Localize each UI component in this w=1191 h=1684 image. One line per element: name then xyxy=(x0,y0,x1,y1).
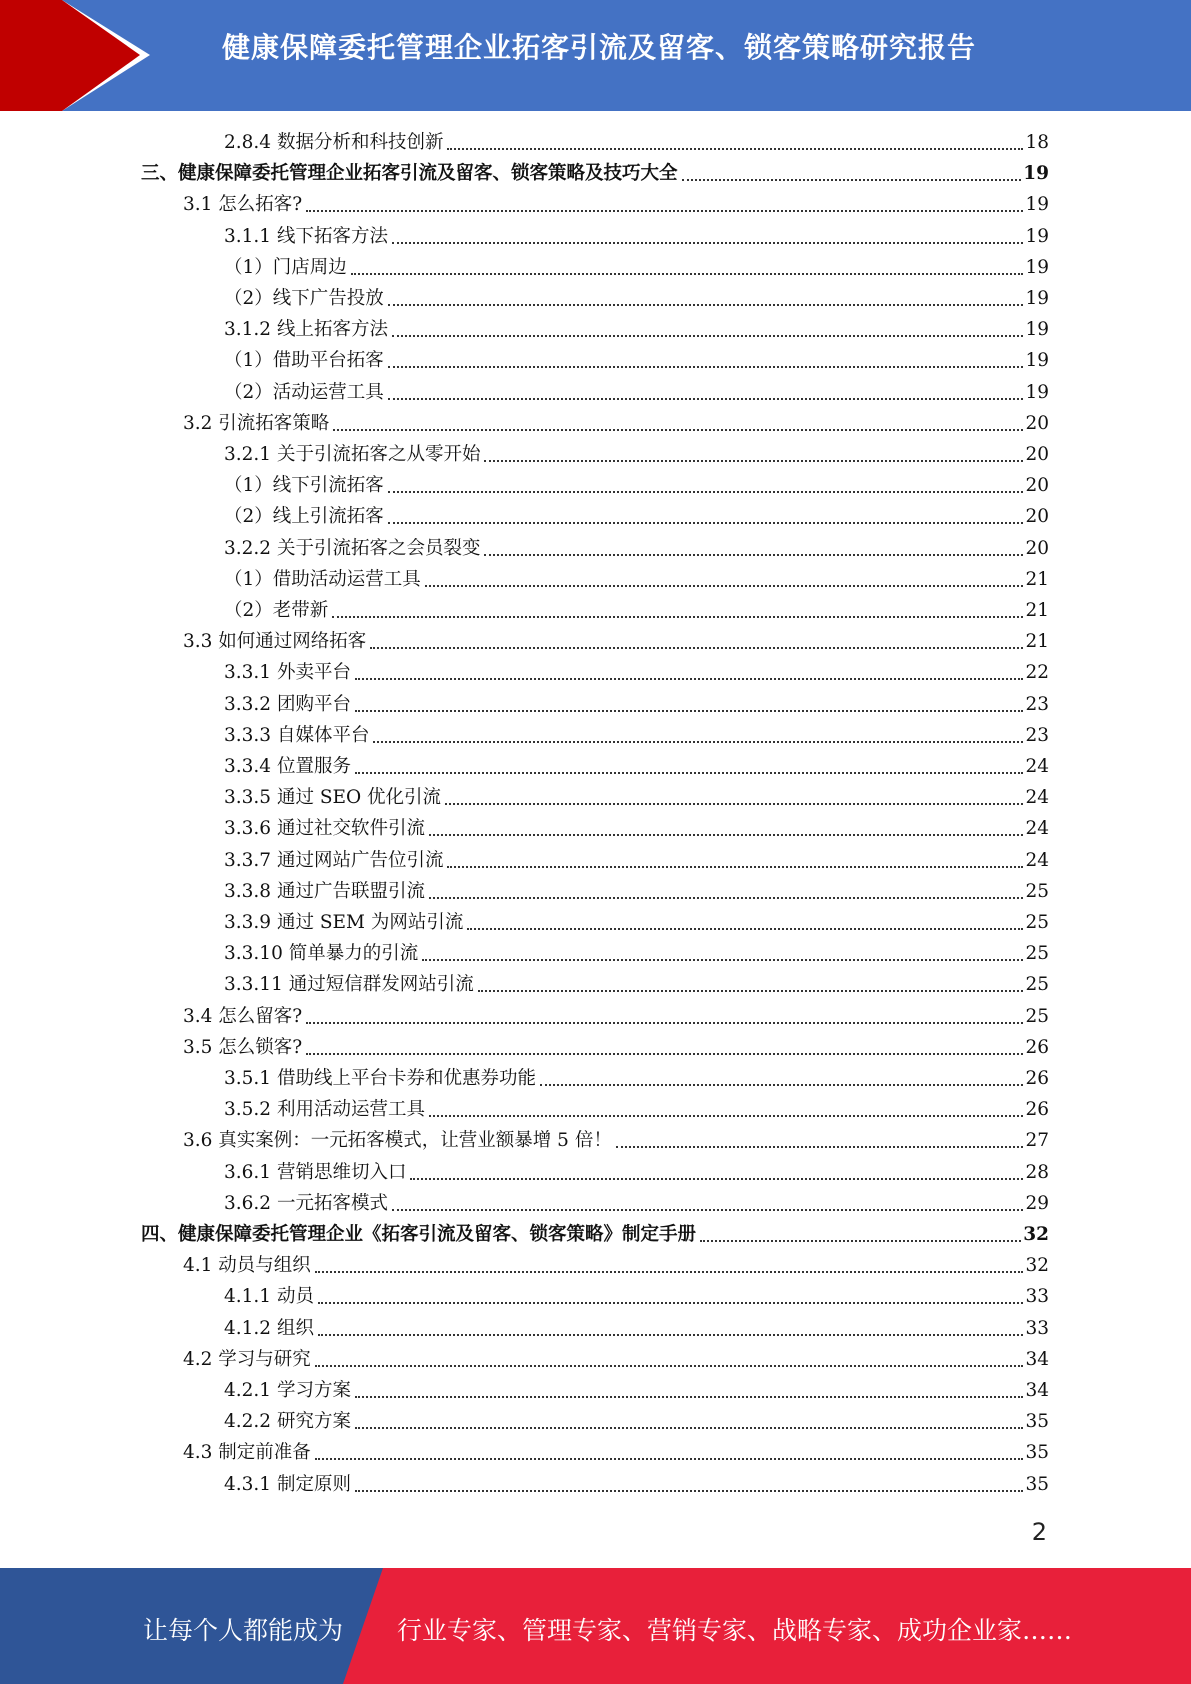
toc-entry-page: 25 xyxy=(1025,1005,1049,1027)
toc-dot-leader xyxy=(388,521,1024,524)
toc-entry-title: 3.6.2 一元拓客模式 xyxy=(224,1192,388,1214)
toc-entry[interactable] xyxy=(224,378,1049,408)
toc-entry[interactable] xyxy=(224,721,1049,751)
toc-dot-leader xyxy=(351,272,1024,275)
toc-entry[interactable] xyxy=(183,190,1049,220)
toc-dot-leader xyxy=(682,178,1022,181)
toc-entry-title: （1）线下引流拓客 xyxy=(224,475,384,497)
toc-entry[interactable] xyxy=(224,1407,1049,1437)
toc-dot-leader xyxy=(484,459,1023,462)
toc-entry-page: 33 xyxy=(1025,1286,1049,1308)
toc-entry-title: 3.1.1 线下拓客方法 xyxy=(224,225,388,247)
toc-entry[interactable] xyxy=(183,1002,1049,1032)
toc-entry[interactable] xyxy=(224,1158,1049,1188)
page-footer xyxy=(0,1568,1191,1684)
toc-entry[interactable] xyxy=(224,939,1049,969)
toc-entry-title: 4.3 制定前准备 xyxy=(183,1442,311,1464)
toc-entry-title: 4.2.2 研究方案 xyxy=(224,1411,351,1433)
toc-dot-leader xyxy=(306,209,1023,212)
toc-dot-leader xyxy=(484,553,1023,556)
toc-entry-title: 3.2.1 关于引流拓客之从零开始 xyxy=(224,444,481,465)
toc-entry-title: 4.2 学习与研究 xyxy=(183,1348,311,1370)
toc-entry-page: 24 xyxy=(1025,756,1049,777)
toc-dot-leader xyxy=(332,615,1023,618)
toc-entry[interactable] xyxy=(224,1470,1049,1500)
toc-entry[interactable] xyxy=(224,970,1049,1000)
footer-slogan-right: 行业专家、管理专家、营销专家、战略专家、成功企业家…… xyxy=(397,1616,1073,1645)
toc-entry[interactable] xyxy=(224,1314,1049,1344)
toc-entry[interactable] xyxy=(224,1095,1049,1125)
toc-dot-leader xyxy=(388,490,1024,493)
toc-dot-leader xyxy=(540,1083,1023,1086)
toc-entry-page: 20 xyxy=(1025,537,1049,559)
toc-dot-leader xyxy=(355,771,1024,774)
toc-dot-leader xyxy=(355,677,1024,680)
toc-entry[interactable] xyxy=(224,315,1049,345)
toc-entry[interactable] xyxy=(183,1251,1049,1281)
toc-entry-title: 3.3.3 自媒体平台 xyxy=(224,724,370,746)
toc-entry[interactable] xyxy=(224,690,1049,720)
toc-dot-leader xyxy=(392,1208,1023,1211)
toc-entry-title: 4.1 动员与组织 xyxy=(183,1255,311,1277)
toc-dot-leader xyxy=(333,428,1023,431)
toc-entry-title: 3.1.2 线上拓客方法 xyxy=(224,319,388,341)
toc-dot-leader xyxy=(445,802,1023,805)
page-number: 2 xyxy=(1031,1518,1047,1546)
toc-entry-page: 32 xyxy=(1025,1255,1049,1277)
toc-entry-title: 3.3.9 通过 SEM 为网站引流 xyxy=(224,912,464,933)
toc-entry-page: 20 xyxy=(1025,412,1049,434)
toc-entry-page: 23 xyxy=(1025,724,1049,746)
toc-entry-title: 3.5.1 借助线上平台卡券和优惠券功能 xyxy=(224,1068,536,1089)
header-arrow-decoration xyxy=(0,0,160,111)
toc-dot-leader xyxy=(306,1021,1023,1024)
toc-entry-page: 19 xyxy=(1025,350,1049,372)
toc-entry-page: 20 xyxy=(1025,475,1049,497)
toc-entry[interactable] xyxy=(224,658,1049,688)
toc-entry[interactable] xyxy=(224,534,1049,564)
toc-entry-page: 35 xyxy=(1025,1411,1049,1433)
toc-entry-page: 25 xyxy=(1025,974,1049,996)
toc-dot-leader xyxy=(388,397,1024,400)
toc-dot-leader xyxy=(425,584,1024,587)
toc-entry[interactable] xyxy=(224,752,1049,782)
toc-entry-title: （1）借助平台拓客 xyxy=(224,350,384,372)
toc-entry-page: 34 xyxy=(1025,1348,1049,1370)
toc-entry-page: 24 xyxy=(1025,818,1049,840)
toc-entry[interactable] xyxy=(224,1189,1049,1219)
toc-entry[interactable] xyxy=(141,1220,1049,1250)
toc-entry[interactable] xyxy=(224,877,1049,907)
toc-entry-title: （1）门店周边 xyxy=(224,256,347,278)
toc-entry[interactable] xyxy=(224,471,1049,501)
toc-entry-page: 33 xyxy=(1025,1317,1049,1339)
toc-dot-leader xyxy=(467,927,1023,930)
toc-entry-page: 22 xyxy=(1025,662,1049,684)
toc-dot-leader xyxy=(392,334,1023,337)
toc-dot-leader xyxy=(429,833,1023,836)
toc-entry-page: 21 xyxy=(1025,631,1049,653)
toc-entry-page: 34 xyxy=(1025,1380,1049,1401)
toc-entry-title: 3.3.5 通过 SEO 优化引流 xyxy=(224,787,442,809)
toc-dot-leader xyxy=(315,1364,1024,1367)
toc-dot-leader xyxy=(616,1145,1024,1148)
toc-entry-page: 20 xyxy=(1025,506,1049,528)
toc-entry-title: 3.3 如何通过网络拓客 xyxy=(183,631,367,653)
toc-entry-title: 4.1.2 组织 xyxy=(224,1317,314,1339)
toc-entry-page: 25 xyxy=(1025,912,1049,933)
toc-entry[interactable] xyxy=(224,222,1049,252)
toc-entry-page: 32 xyxy=(1023,1224,1049,1245)
toc-entry[interactable] xyxy=(224,846,1049,876)
toc-entry-title: 3.3.6 通过社交软件引流 xyxy=(224,818,425,840)
toc-dot-leader xyxy=(429,1114,1023,1117)
toc-entry-page: 19 xyxy=(1025,381,1049,403)
toc-entry-title: 4.3.1 制定原则 xyxy=(224,1473,351,1495)
toc-entry-page: 18 xyxy=(1025,132,1049,153)
toc-entry[interactable] xyxy=(224,596,1049,626)
toc-entry-page: 19 xyxy=(1025,288,1049,309)
toc-entry-title: 四、健康保障委托管理企业《拓客引流及留客、锁客策略》制定手册 xyxy=(141,1224,697,1245)
toc-entry[interactable] xyxy=(224,1282,1049,1312)
toc-entry[interactable] xyxy=(224,128,1049,158)
toc-entry[interactable] xyxy=(224,346,1049,376)
toc-entry-page: 26 xyxy=(1025,1068,1049,1089)
toc-entry-title: 3.3.8 通过广告联盟引流 xyxy=(224,880,425,902)
toc-entry-title: （2）线下广告投放 xyxy=(224,288,384,309)
toc-entry-title: 3.1 怎么拓客? xyxy=(183,194,303,216)
toc-entry[interactable] xyxy=(224,1064,1049,1094)
toc-entry[interactable] xyxy=(224,783,1049,813)
toc-entry-page: 19 xyxy=(1025,225,1049,247)
toc-entry-title: 3.6 真实案例：一元拓客模式，让营业额暴增 5 倍！ xyxy=(183,1130,612,1152)
toc-entry-title: 3.6.1 营销思维切入口 xyxy=(224,1161,407,1183)
toc-entry-page: 19 xyxy=(1025,256,1049,278)
toc-entry[interactable] xyxy=(224,284,1049,314)
toc-entry[interactable] xyxy=(183,1345,1049,1375)
toc-dot-leader xyxy=(315,1270,1024,1273)
toc-entry-page: 26 xyxy=(1025,1099,1049,1121)
toc-dot-leader xyxy=(355,1426,1024,1429)
toc-dot-leader xyxy=(355,1489,1024,1492)
toc-entry-title: 3.3.7 通过网站广告位引流 xyxy=(224,849,444,871)
toc-entry[interactable] xyxy=(224,440,1049,470)
report-title: 健康保障委托管理企业拓客引流及留客、锁客策略研究报告 xyxy=(222,31,977,64)
toc-dot-leader xyxy=(447,147,1023,150)
toc-entry-title: 3.4 怎么留客? xyxy=(183,1005,303,1027)
toc-dot-leader xyxy=(355,709,1024,712)
toc-dot-leader xyxy=(478,989,1024,992)
toc-entry-page: 26 xyxy=(1025,1036,1049,1058)
toc-dot-leader xyxy=(700,1239,1021,1242)
toc-dot-leader xyxy=(388,303,1024,306)
toc-entry-page: 20 xyxy=(1025,444,1049,465)
toc-dot-leader xyxy=(370,646,1023,649)
toc-entry[interactable] xyxy=(183,1033,1049,1063)
toc-entry-page: 28 xyxy=(1025,1161,1049,1183)
toc-entry-title: 2.8.4 数据分析和科技创新 xyxy=(224,132,444,153)
toc-entry-title: （1）借助活动运营工具 xyxy=(224,568,421,590)
toc-dot-leader xyxy=(429,896,1023,899)
toc-entry[interactable] xyxy=(183,1438,1049,1468)
toc-entry-title: 3.5.2 利用活动运营工具 xyxy=(224,1099,425,1121)
toc-entry-title: （2）活动运营工具 xyxy=(224,381,384,403)
toc-entry-page: 29 xyxy=(1025,1192,1049,1214)
toc-entry[interactable] xyxy=(224,908,1049,938)
toc-dot-leader xyxy=(392,241,1023,244)
toc-entry-title: 3.3.10 简单暴力的引流 xyxy=(224,943,419,965)
toc-entry-title: 3.3.2 团购平台 xyxy=(224,693,351,715)
toc-dot-leader xyxy=(373,740,1023,743)
toc-dot-leader xyxy=(315,1457,1024,1460)
toc-entry[interactable] xyxy=(183,1126,1049,1156)
toc-entry-page: 23 xyxy=(1025,693,1049,715)
footer-slogan-left: 让每个人都能成为 xyxy=(143,1616,344,1645)
toc-entry-page: 19 xyxy=(1025,194,1049,216)
toc-entry-page: 35 xyxy=(1025,1442,1049,1464)
toc-dot-leader xyxy=(447,865,1023,868)
toc-dot-leader xyxy=(318,1301,1024,1304)
toc-entry[interactable] xyxy=(224,253,1049,283)
toc-entry-title: 3.3.11 通过短信群发网站引流 xyxy=(224,974,474,996)
toc-entry-page: 27 xyxy=(1025,1130,1049,1152)
toc-entry-title: 3.5 怎么锁客? xyxy=(183,1036,303,1058)
toc-entry-page: 25 xyxy=(1025,943,1049,965)
toc-dot-leader xyxy=(388,365,1024,368)
toc-dot-leader xyxy=(355,1395,1024,1398)
toc-entry-title: 3.3.1 外卖平台 xyxy=(224,662,351,684)
toc-entry-title: 3.3.4 位置服务 xyxy=(224,756,351,777)
toc-dot-leader xyxy=(306,1052,1023,1055)
toc-entry[interactable] xyxy=(224,502,1049,532)
toc-entry-title: （2）老带新 xyxy=(224,600,329,621)
toc-entry-title: 3.2 引流拓客策略 xyxy=(183,412,330,434)
toc-entry-page: 19 xyxy=(1023,163,1049,185)
toc-dot-leader xyxy=(410,1177,1023,1180)
toc-entry-title: 4.2.1 学习方案 xyxy=(224,1380,351,1401)
toc-entry[interactable] xyxy=(183,627,1049,657)
toc-entry-title: 3.2.2 关于引流拓客之会员裂变 xyxy=(224,537,481,559)
toc-dot-leader xyxy=(422,958,1023,961)
toc-entry-page: 35 xyxy=(1025,1473,1049,1495)
toc-entry-page: 25 xyxy=(1025,880,1049,902)
toc-entry-page: 24 xyxy=(1025,787,1049,809)
toc-entry-title: 三、健康保障委托管理企业拓客引流及留客、锁客策略及技巧大全 xyxy=(141,163,678,185)
toc-entry[interactable] xyxy=(224,814,1049,844)
toc-entry-page: 24 xyxy=(1025,849,1049,871)
toc-entry-title: 4.1.1 动员 xyxy=(224,1286,314,1308)
toc-entry-page: 21 xyxy=(1025,568,1049,590)
toc-entry[interactable] xyxy=(183,409,1049,439)
toc-entry-title: （2）线上引流拓客 xyxy=(224,506,384,528)
toc-entry[interactable] xyxy=(224,1376,1049,1406)
toc-entry-page: 19 xyxy=(1025,319,1049,341)
toc-entry[interactable] xyxy=(224,565,1049,595)
toc-entry-page: 21 xyxy=(1025,600,1049,621)
toc-entry[interactable] xyxy=(141,159,1049,189)
toc-dot-leader xyxy=(318,1333,1024,1336)
page-header xyxy=(0,0,1191,111)
